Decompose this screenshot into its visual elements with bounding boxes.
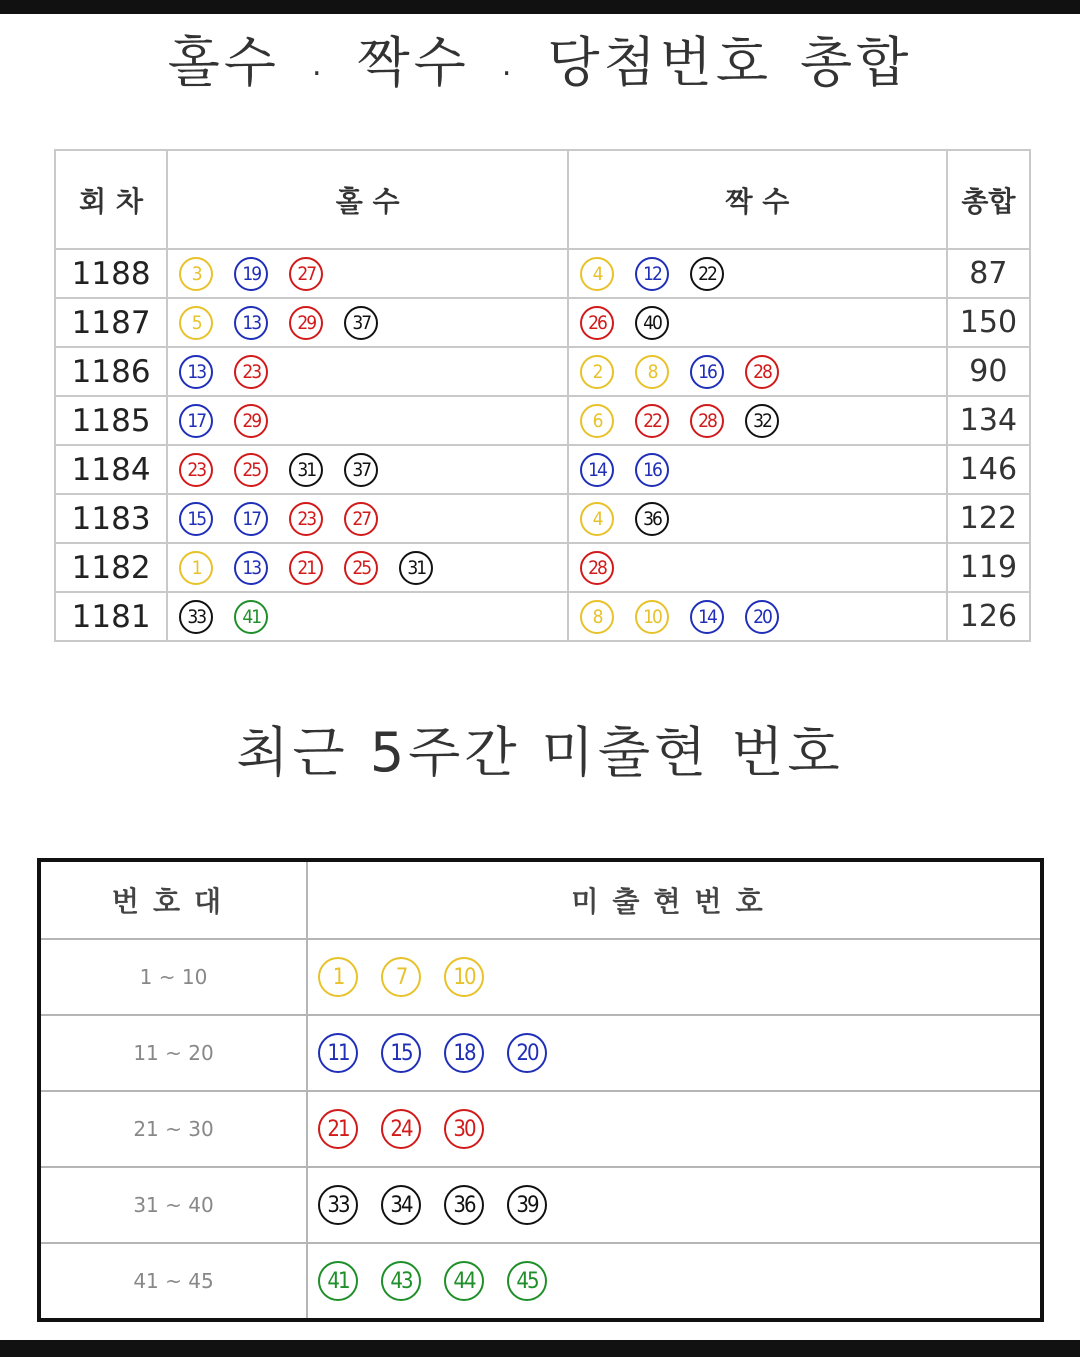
number-ball: 6 — [580, 404, 614, 438]
number-ball: 4 — [580, 257, 614, 291]
number-ball: 19 — [234, 257, 268, 291]
number-ball: 1 — [179, 551, 213, 585]
number-range: 21 ~ 30 — [39, 1091, 307, 1167]
main-title — [0, 28, 1080, 101]
even-numbers-cell — [568, 543, 947, 592]
number-ball: 13 — [234, 306, 268, 340]
number-ball: 15 — [179, 502, 213, 536]
number-ball: 7 — [381, 957, 421, 997]
number-ball: 33 — [179, 600, 213, 634]
missing-numbers-cell — [307, 1091, 1042, 1167]
number-ball-group — [569, 600, 946, 634]
header-even: 짝 수 — [568, 150, 947, 249]
sum-value: 122 — [947, 494, 1030, 543]
number-ball: 34 — [381, 1185, 421, 1225]
round-number: 1186 — [55, 347, 167, 396]
title-word-winning: 당첨번호 — [547, 31, 773, 94]
title-dot: . — [501, 48, 516, 84]
table-row — [55, 445, 1030, 494]
number-ball-group — [168, 453, 567, 487]
number-ball: 14 — [690, 600, 724, 634]
table-row — [39, 1167, 1042, 1243]
number-ball: 24 — [381, 1109, 421, 1149]
number-ball: 36 — [444, 1185, 484, 1225]
number-ball: 17 — [234, 502, 268, 536]
number-ball: 39 — [507, 1185, 547, 1225]
sum-value: 90 — [947, 347, 1030, 396]
round-number: 1185 — [55, 396, 167, 445]
number-ball: 29 — [234, 404, 268, 438]
sum-value: 146 — [947, 445, 1030, 494]
sum-value: 119 — [947, 543, 1030, 592]
number-ball-group — [569, 355, 946, 389]
odd-numbers-cell — [167, 347, 568, 396]
header-round: 회 차 — [55, 150, 167, 249]
number-ball-group — [569, 257, 946, 291]
header-sum: 총합 — [947, 150, 1030, 249]
number-ball: 32 — [745, 404, 779, 438]
number-ball: 21 — [318, 1109, 358, 1149]
number-ball: 20 — [507, 1033, 547, 1073]
table-row — [55, 396, 1030, 445]
round-number: 1188 — [55, 249, 167, 298]
number-ball-group — [168, 257, 567, 291]
number-ball: 33 — [318, 1185, 358, 1225]
header-missing: 미출현번호 — [307, 860, 1042, 939]
number-ball-group — [569, 453, 946, 487]
number-ball-group — [168, 502, 567, 536]
number-ball: 28 — [690, 404, 724, 438]
number-ball-group — [569, 306, 946, 340]
number-ball-group — [569, 404, 946, 438]
round-number: 1187 — [55, 298, 167, 347]
number-ball: 22 — [690, 257, 724, 291]
number-ball: 44 — [444, 1261, 484, 1301]
even-numbers-cell — [568, 592, 947, 641]
odd-numbers-cell — [167, 298, 568, 347]
title-word-odd: 홀수 — [167, 31, 280, 94]
number-ball: 41 — [234, 600, 268, 634]
table-row — [39, 1015, 1042, 1091]
number-ball-group — [168, 355, 567, 389]
number-ball: 31 — [399, 551, 433, 585]
number-ball: 28 — [745, 355, 779, 389]
number-range: 11 ~ 20 — [39, 1015, 307, 1091]
number-ball-group — [168, 306, 567, 340]
missing-numbers-cell — [307, 1167, 1042, 1243]
number-ball-group — [168, 551, 567, 585]
number-ball: 5 — [179, 306, 213, 340]
odd-numbers-cell — [167, 592, 568, 641]
number-ball: 43 — [381, 1261, 421, 1301]
table-header-row — [39, 860, 1042, 939]
number-range: 1 ~ 10 — [39, 939, 307, 1015]
number-ball: 37 — [344, 453, 378, 487]
number-range: 31 ~ 40 — [39, 1167, 307, 1243]
number-ball: 29 — [289, 306, 323, 340]
table-row — [39, 1243, 1042, 1320]
even-numbers-cell — [568, 494, 947, 543]
number-ball: 15 — [381, 1033, 421, 1073]
number-ball: 1 — [318, 957, 358, 997]
odd-numbers-cell — [167, 396, 568, 445]
sum-value: 150 — [947, 298, 1030, 347]
number-ball: 2 — [580, 355, 614, 389]
number-ball-group — [308, 1185, 1040, 1225]
number-ball: 23 — [289, 502, 323, 536]
number-ball-group — [308, 1109, 1040, 1149]
number-ball: 10 — [635, 600, 669, 634]
header-odd: 홀 수 — [167, 150, 568, 249]
top-border-bar — [0, 0, 1080, 14]
number-ball: 36 — [635, 502, 669, 536]
section-title: 최근 5주간 미출현 번호 — [236, 721, 844, 784]
number-ball: 31 — [289, 453, 323, 487]
table-row — [55, 298, 1030, 347]
round-number: 1181 — [55, 592, 167, 641]
table-row — [55, 543, 1030, 592]
number-ball: 8 — [580, 600, 614, 634]
number-ball: 4 — [580, 502, 614, 536]
number-ball: 10 — [444, 957, 484, 997]
number-ball: 22 — [635, 404, 669, 438]
number-ball: 16 — [635, 453, 669, 487]
number-ball: 13 — [179, 355, 213, 389]
table-row — [55, 347, 1030, 396]
sum-value: 126 — [947, 592, 1030, 641]
number-ball: 21 — [289, 551, 323, 585]
title-word-even: 짝수 — [357, 31, 470, 94]
number-ball-group — [308, 1261, 1040, 1301]
round-number: 1183 — [55, 494, 167, 543]
odd-numbers-cell — [167, 249, 568, 298]
title-word-total: 총합 — [800, 31, 913, 94]
even-numbers-cell — [568, 249, 947, 298]
number-ball: 30 — [444, 1109, 484, 1149]
table-row — [55, 494, 1030, 543]
number-ball: 25 — [234, 453, 268, 487]
round-number: 1184 — [55, 445, 167, 494]
number-ball: 3 — [179, 257, 213, 291]
table-row — [55, 592, 1030, 641]
table-row — [39, 939, 1042, 1015]
sum-value: 87 — [947, 249, 1030, 298]
number-ball-group — [569, 551, 946, 585]
number-ball: 28 — [580, 551, 614, 585]
number-ball: 41 — [318, 1261, 358, 1301]
number-ball: 27 — [344, 502, 378, 536]
number-ball: 23 — [234, 355, 268, 389]
missing-numbers-cell — [307, 1015, 1042, 1091]
number-ball: 18 — [444, 1033, 484, 1073]
table-header-row — [55, 150, 1030, 249]
header-range: 번호대 — [39, 860, 307, 939]
sum-value: 134 — [947, 396, 1030, 445]
number-ball-group — [168, 600, 567, 634]
even-numbers-cell — [568, 445, 947, 494]
number-ball: 13 — [234, 551, 268, 585]
odd-even-table — [54, 149, 1031, 642]
odd-numbers-cell — [167, 543, 568, 592]
number-ball: 26 — [580, 306, 614, 340]
number-ball: 14 — [580, 453, 614, 487]
number-ball: 37 — [344, 306, 378, 340]
number-ball-group — [569, 502, 946, 536]
number-ball: 8 — [635, 355, 669, 389]
number-ball: 16 — [690, 355, 724, 389]
even-numbers-cell — [568, 396, 947, 445]
number-ball-group — [308, 1033, 1040, 1073]
table-row — [55, 249, 1030, 298]
number-range: 41 ~ 45 — [39, 1243, 307, 1320]
missing-numbers-cell — [307, 939, 1042, 1015]
missing-numbers-table — [37, 858, 1044, 1322]
title-dot: . — [311, 48, 326, 84]
missing-numbers-cell — [307, 1243, 1042, 1320]
number-ball: 11 — [318, 1033, 358, 1073]
number-ball: 23 — [179, 453, 213, 487]
round-number: 1182 — [55, 543, 167, 592]
odd-numbers-cell — [167, 494, 568, 543]
bottom-border-bar — [0, 1340, 1080, 1357]
odd-numbers-cell — [167, 445, 568, 494]
number-ball: 25 — [344, 551, 378, 585]
even-numbers-cell — [568, 298, 947, 347]
even-numbers-cell — [568, 347, 947, 396]
number-ball: 27 — [289, 257, 323, 291]
table-row — [39, 1091, 1042, 1167]
number-ball-group — [308, 957, 1040, 997]
number-ball: 20 — [745, 600, 779, 634]
number-ball: 17 — [179, 404, 213, 438]
number-ball: 12 — [635, 257, 669, 291]
number-ball: 40 — [635, 306, 669, 340]
number-ball: 45 — [507, 1261, 547, 1301]
number-ball-group — [168, 404, 567, 438]
